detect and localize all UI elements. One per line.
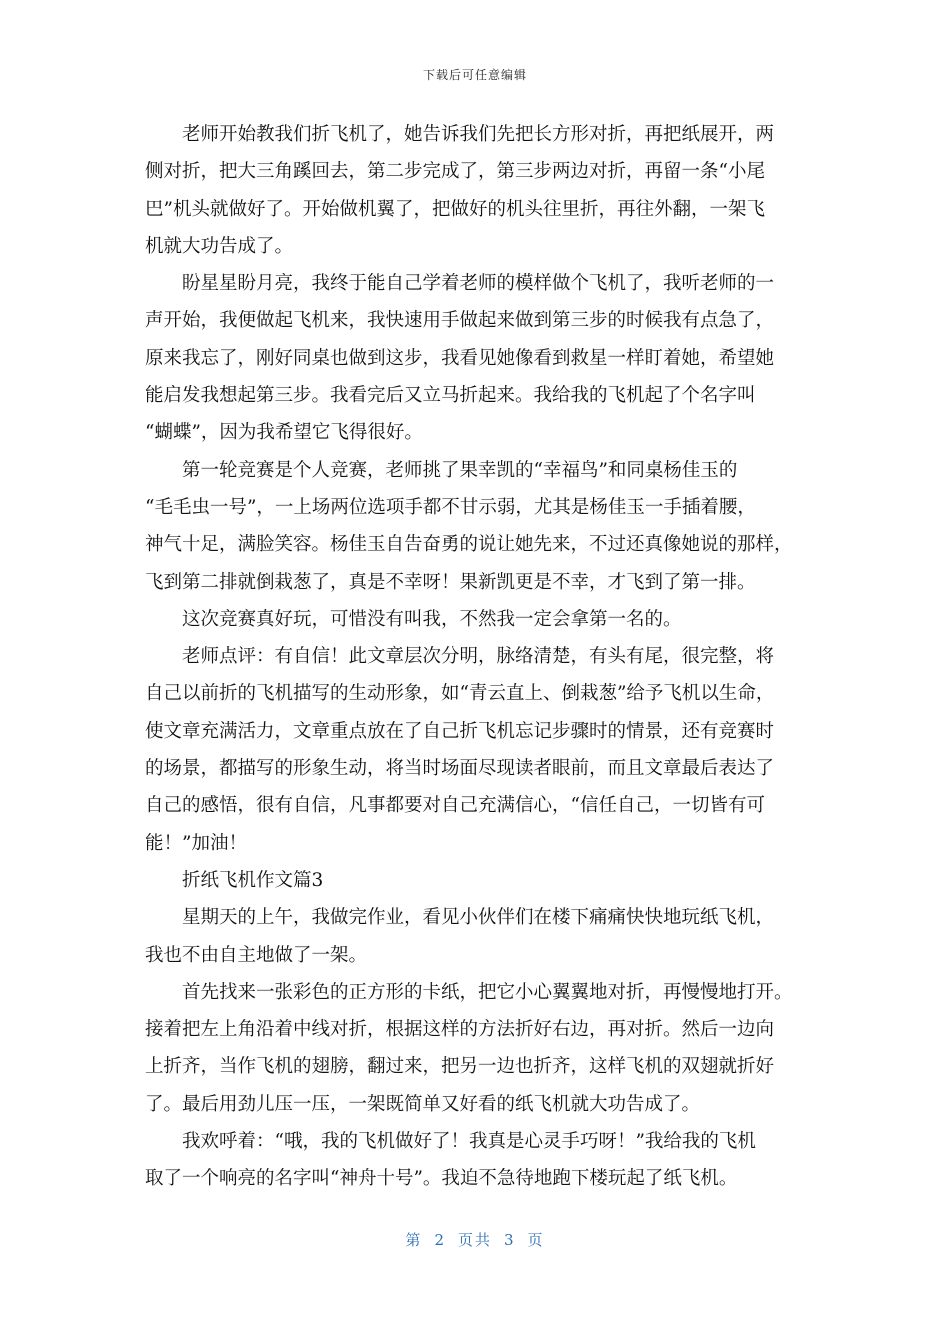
paragraph-line: 老师开始教我们折飞机了，她告诉我们先把长方形对折，再把纸展开，两 [182,124,775,145]
paragraph-line: 使文章充满活力，文章重点放在了自己折飞机忘记步骤时的情景，还有竞赛时 [145,720,775,742]
paragraph-line: 了。最后用劲儿压一压，一架既简单又好看的纸飞机就大功告成了。 [145,1093,701,1115]
paragraph [145,899,810,974]
paragraph [145,974,810,1123]
footer-label-ye-gong: 页共 [457,1231,492,1249]
paragraph-line: “蝴蝶”，因为我希望它飞得很好。 [145,422,423,444]
footer-label-ye: 页 [527,1231,545,1249]
footer-label-di: 第 [405,1231,423,1249]
paragraph-line: “毛毛虫一号”，一上场两位选项手都不甘示弱，尤其是杨佳玉一手插着腰， [145,496,756,518]
paragraph-line: 接着把左上角沿着中线对折，根据这样的方法折好右边，再对折。然后一边向 [145,1019,775,1041]
article-body [145,116,810,1198]
paragraph-line: 的场景，都描写的形象生动，将当时场面尽现读者眼前，而且文章最后表达了 [145,758,775,780]
paragraph-line: 星期天的上午，我做完作业，看见小伙伴们在楼下痛痛快快地玩纸飞机， [182,907,775,929]
paragraph-line: 折纸飞机作文篇3 [182,869,324,891]
paragraph [145,862,810,899]
page-header: 下载后可任意编辑 [422,68,527,82]
paragraph [145,638,810,862]
page-footer [0,1229,950,1250]
paragraph-line: 自己以前折的飞机描写的生动形象，如“青云直上、倒栽葱”给予飞机以生命， [145,683,775,705]
paragraph-line: 上折齐，当作飞机的翅膀，翻过来，把另一边也折齐，这样飞机的双翅就折好 [145,1056,775,1078]
paragraph-line: 原来我忘了，刚好同桌也做到这步，我看见她像看到救星一样盯着她，希望她 [145,347,775,369]
paragraph-line: 首先找来一张彩色的正方形的卡纸，把它小心翼翼地对折，再慢慢地打开。 [182,981,793,1003]
paragraph-line: 老师点评：有自信！此文章层次分明，脉络清楚，有头有尾，很完整，将 [182,646,775,668]
paragraph [145,265,810,451]
paragraph-line: 我欢呼着：“哦，我的飞机做好了！我真是心灵手巧呀！”我给我的飞机 [182,1131,756,1153]
paragraph-line: 侧对折，把大三角蹊回去，第二步完成了，第三步两边对折，再留一条“小尾 [145,161,765,183]
paragraph-line: 盼星星盼月亮，我终于能自己学着老师的模样做个飞机了，我听老师的一 [182,273,775,295]
paragraph [145,601,810,638]
paragraph [145,452,810,601]
paragraph-line: 能！”加油！ [145,832,247,854]
paragraph-line: 自己的感悟，很有自信，凡事都要对自己充满信心，“信任自己，一切皆有可 [145,795,765,817]
footer-page-total: 3 [504,1231,516,1249]
paragraph-line: 这次竞赛真好玩，可惜没有叫我，不然我一定会拿第一名的。 [182,608,682,630]
paragraph-line: 声开始，我便做起飞机来，我快速用手做起来做到第三步的时候我有点急了， [145,310,775,332]
footer-page-current: 2 [434,1231,446,1249]
paragraph-line: 飞到第二排就倒栽葱了，真是不幸呀！果新凯更是不幸，才飞到了第一排。 [145,571,756,593]
paragraph [145,116,810,265]
paragraph-line: 机就大功告成了。 [145,235,294,257]
paragraph [145,1123,810,1198]
paragraph-line: 能启发我想起第三步。我看完后又立马折起来。我给我的飞机起了个名字叫 [145,385,756,407]
paragraph-line: 第一轮竞赛是个人竞赛，老师挑了果幸凯的“幸福鸟”和同桌杨佳玉的 [182,459,738,481]
paragraph-line: 取了一个响亮的名字叫“神舟十号”。我迫不急待地跑下楼玩起了纸飞机。 [145,1168,738,1190]
paragraph-line: 我也不由自主地做了一架。 [145,944,368,966]
paragraph-line: 巴”机头就做好了。开始做机翼了，把做好的机头往里折，再往外翻，一架飞 [145,198,765,220]
paragraph-line: 神气十足，满脸笑容。杨佳玉自告奋勇的说让她先来，不过还真像她说的那样， [145,534,793,556]
